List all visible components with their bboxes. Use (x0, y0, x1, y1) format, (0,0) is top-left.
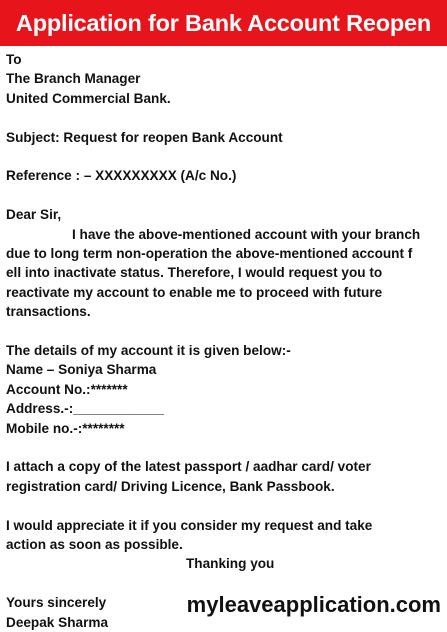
signer-name: Deepak Sharma (6, 614, 109, 630)
title-banner (0, 0, 447, 46)
spacer (6, 496, 444, 515)
spacer (6, 147, 444, 166)
body-line: ell into inactivate status. Therefore, I would request you to (6, 265, 383, 281)
subject-line: Subject: Request for reopen Bank Account (6, 129, 283, 145)
greeting-line: Dear Sir, (6, 207, 62, 223)
reference-line: Reference : – XXXXXXXXX (A/c No.) (6, 168, 237, 184)
body-line: transactions. (6, 304, 91, 320)
attach-line: I attach a copy of the latest passport / aadhar card/ voter (6, 459, 371, 475)
detail-mobile: Mobile no.-:******** (6, 420, 125, 436)
spacer (6, 108, 444, 127)
detail-name: Name – Soniya Sharma (6, 362, 157, 378)
detail-address: Address.-:____________ (6, 401, 164, 417)
letter-body (6, 50, 444, 632)
spacer (6, 186, 444, 205)
body-line: reactivate my account to enable me to proceed with future (6, 284, 383, 300)
attach-line: registration card/ Driving Licence, Bank Passbook. (6, 478, 335, 494)
body-line: I have the above-mentioned account with your branch (72, 226, 421, 242)
appreciate-line: action as soon as possible. (6, 537, 183, 553)
closing-line: Yours sincerely (6, 595, 107, 611)
appreciate-line: I would appreciate it if you consider my request and take (6, 517, 373, 533)
site-watermark: myleaveapplication.com (186, 592, 441, 617)
recipient-title: The Branch Manager (6, 71, 141, 87)
spacer (6, 438, 444, 457)
bank-name: United Commercial Bank. (6, 90, 171, 106)
details-intro: The details of my account it is given below:- (6, 343, 291, 359)
to-line: To (6, 52, 22, 67)
spacer (6, 574, 444, 593)
detail-account-no: Account No.:******* (6, 381, 128, 397)
body-line: due to long term non-operation the above-mentioned account f (6, 246, 413, 262)
thanking-line: Thanking you (186, 556, 275, 572)
banner-title: Application for Bank Account Reopen (15, 9, 432, 36)
spacer (6, 322, 444, 341)
